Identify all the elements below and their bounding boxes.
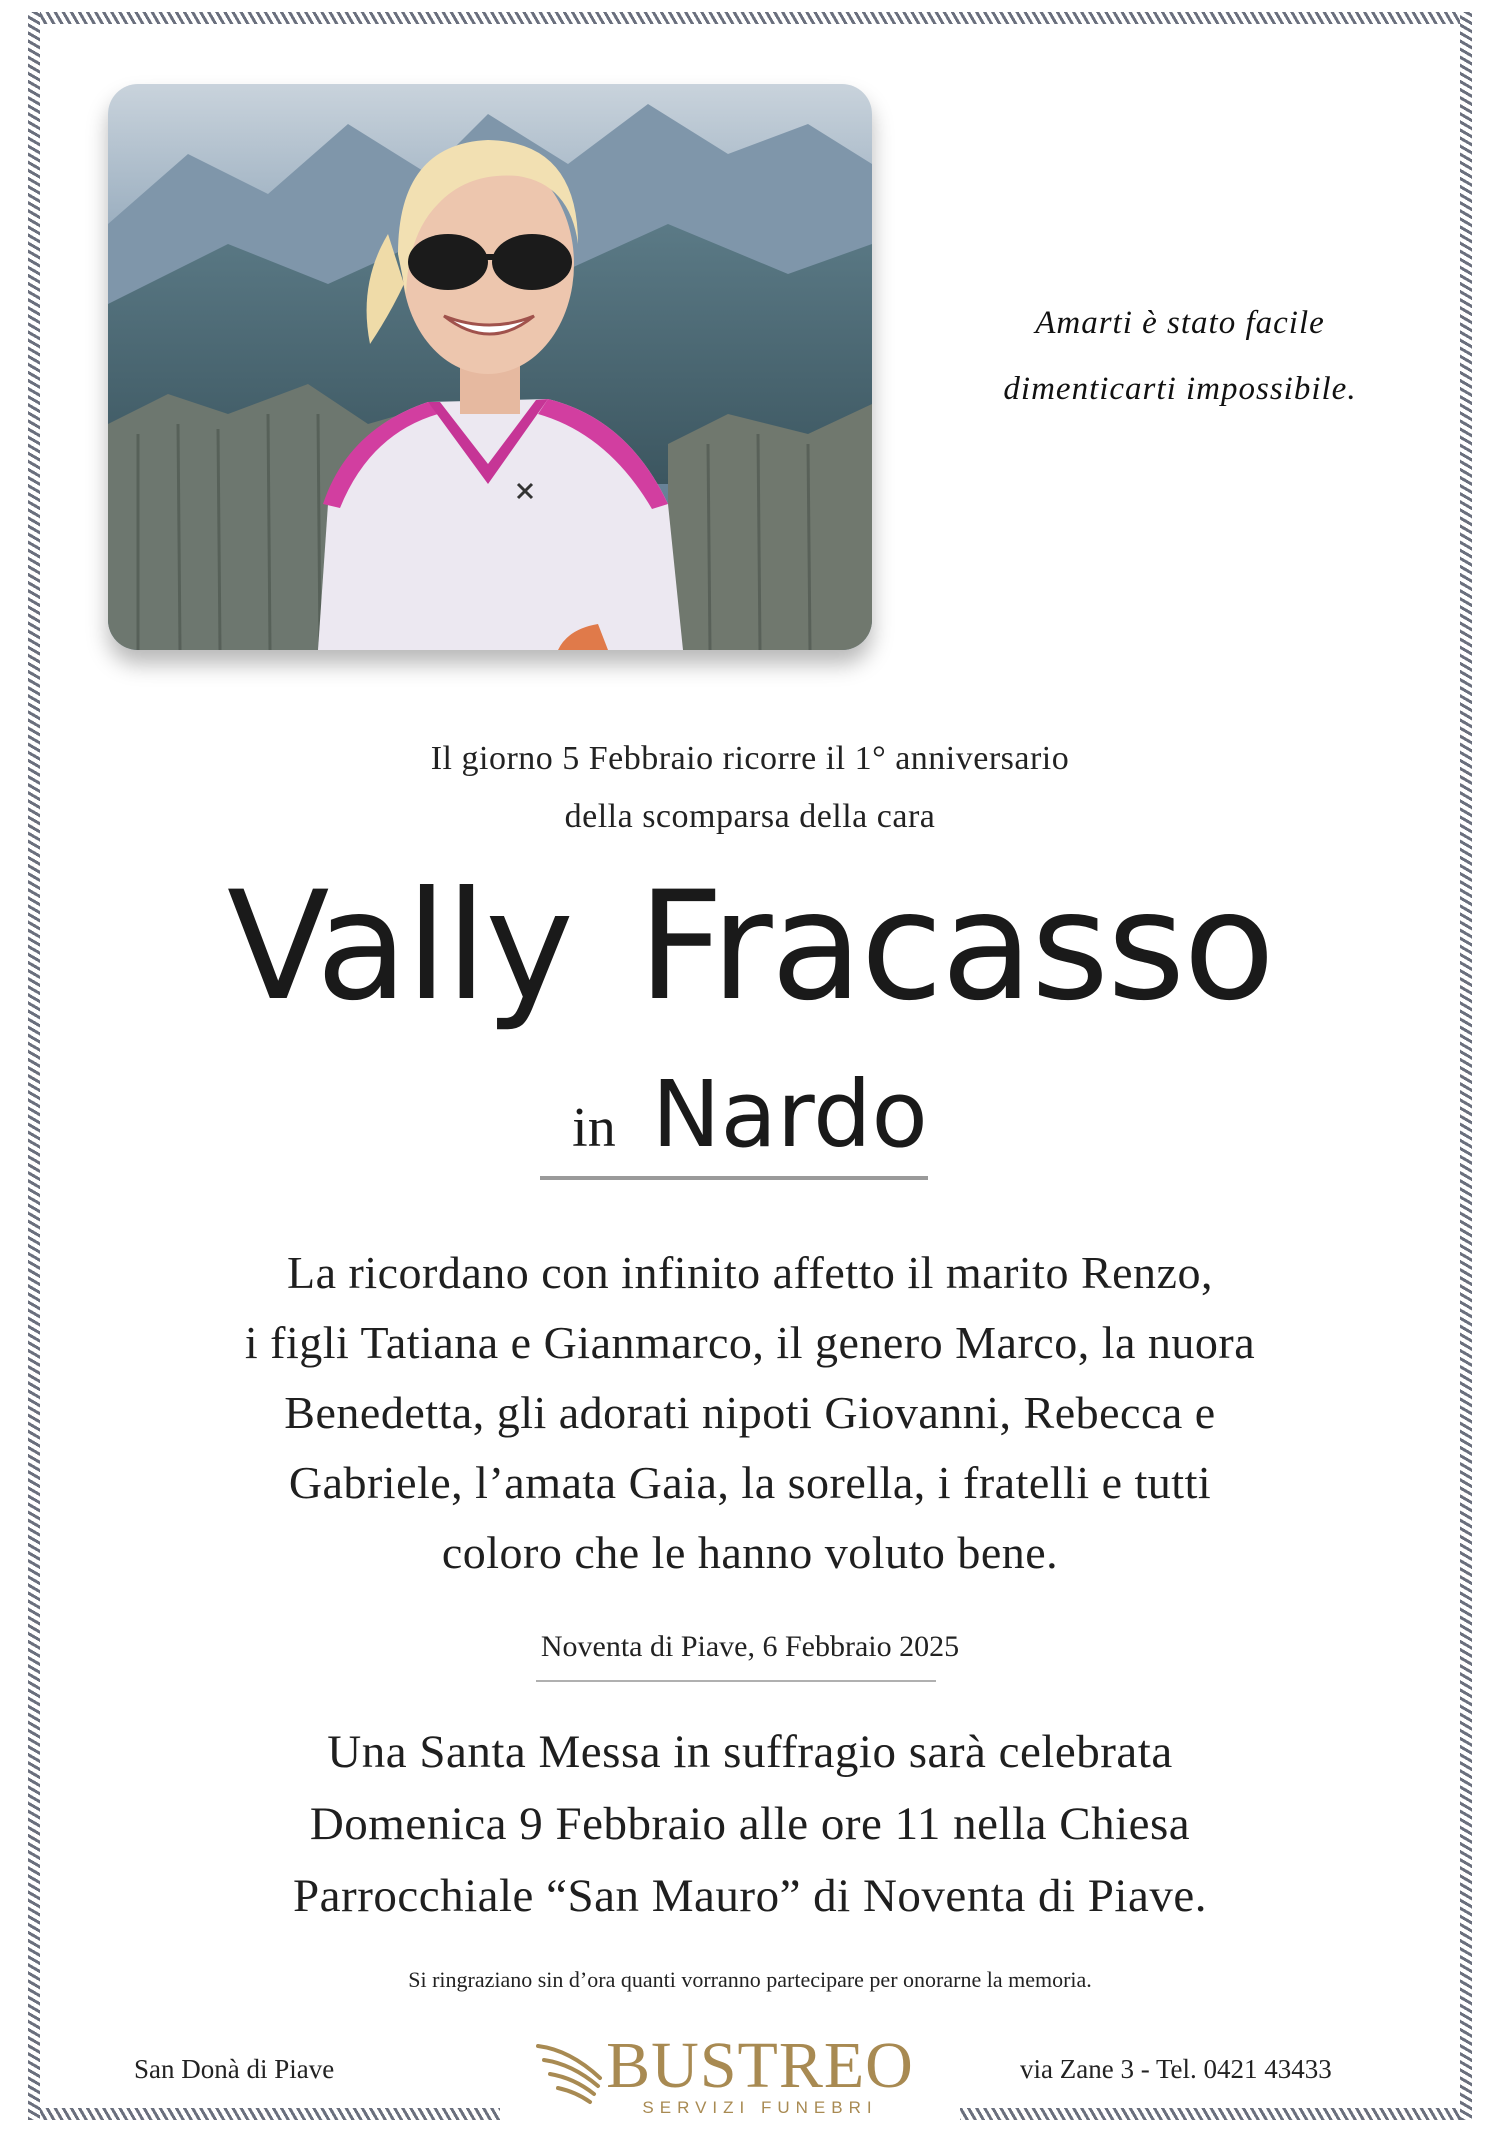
mass-line-1: Una Santa Messa in suffragio sarà celebrata (327, 1726, 1173, 1778)
place-date: Noventa di Piave, 6 Febbraio 2025 (540, 1630, 960, 1663)
married-name: Nardo (651, 1061, 928, 1168)
mass-announcement (0, 1716, 1500, 1932)
intro-line-2: della scomparsa della cara (564, 798, 936, 835)
body-line-1: La ricordano con infinito affetto il marito Renzo, (287, 1247, 1213, 1298)
date-divider (536, 1680, 936, 1682)
deceased-name: Vally Fracasso (226, 860, 1274, 1034)
logo-name: BUSTREO (606, 2029, 914, 2102)
memorial-quote (930, 290, 1430, 422)
body-line-2: i figli Tatiana e Gianmarco, il genero Marco, la nuora (244, 1317, 1256, 1368)
border-top (28, 12, 1472, 24)
quote-line-2: dimenticarti impossibile. (1003, 371, 1357, 407)
intro-line-1: Il giorno 5 Febbraio ricorre il 1° anniversario (430, 740, 1070, 777)
name-divider (540, 1176, 928, 1180)
remembrance-text (0, 1238, 1500, 1588)
footer-contact: via Zane 3 - Tel. 0421 43433 (1020, 2054, 1332, 2084)
body-line-5: coloro che le hanno voluto bene. (441, 1527, 1059, 1578)
body-line-4: Gabriele, l’amata Gaia, la sorella, i fratelli e tutti (288, 1457, 1212, 1508)
portrait-photo (108, 84, 872, 650)
logo-subtitle: SERVIZI FUNEBRI (642, 2098, 878, 2117)
in-label: in (572, 1097, 616, 1159)
married-name-line (0, 1060, 1500, 1183)
footer-city: San Donà di Piave (134, 2054, 335, 2084)
mass-line-3: Parrocchiale “San Mauro” di Noventa di Piave. (293, 1870, 1207, 1922)
anniversary-intro (0, 730, 1500, 846)
funeral-home-logo (530, 2028, 930, 2128)
mass-line-2: Domenica 9 Febbraio alle ore 11 nella Chiesa (309, 1798, 1191, 1850)
body-line-3: Benedetta, gli adorati nipoti Giovanni, Rebecca e (284, 1387, 1216, 1438)
quote-line-1: Amarti è stato facile (1035, 305, 1325, 341)
thanks-note: Si ringraziano sin d’ora quanti vorranno partecipare per onorarne la memoria. (408, 1967, 1092, 1992)
